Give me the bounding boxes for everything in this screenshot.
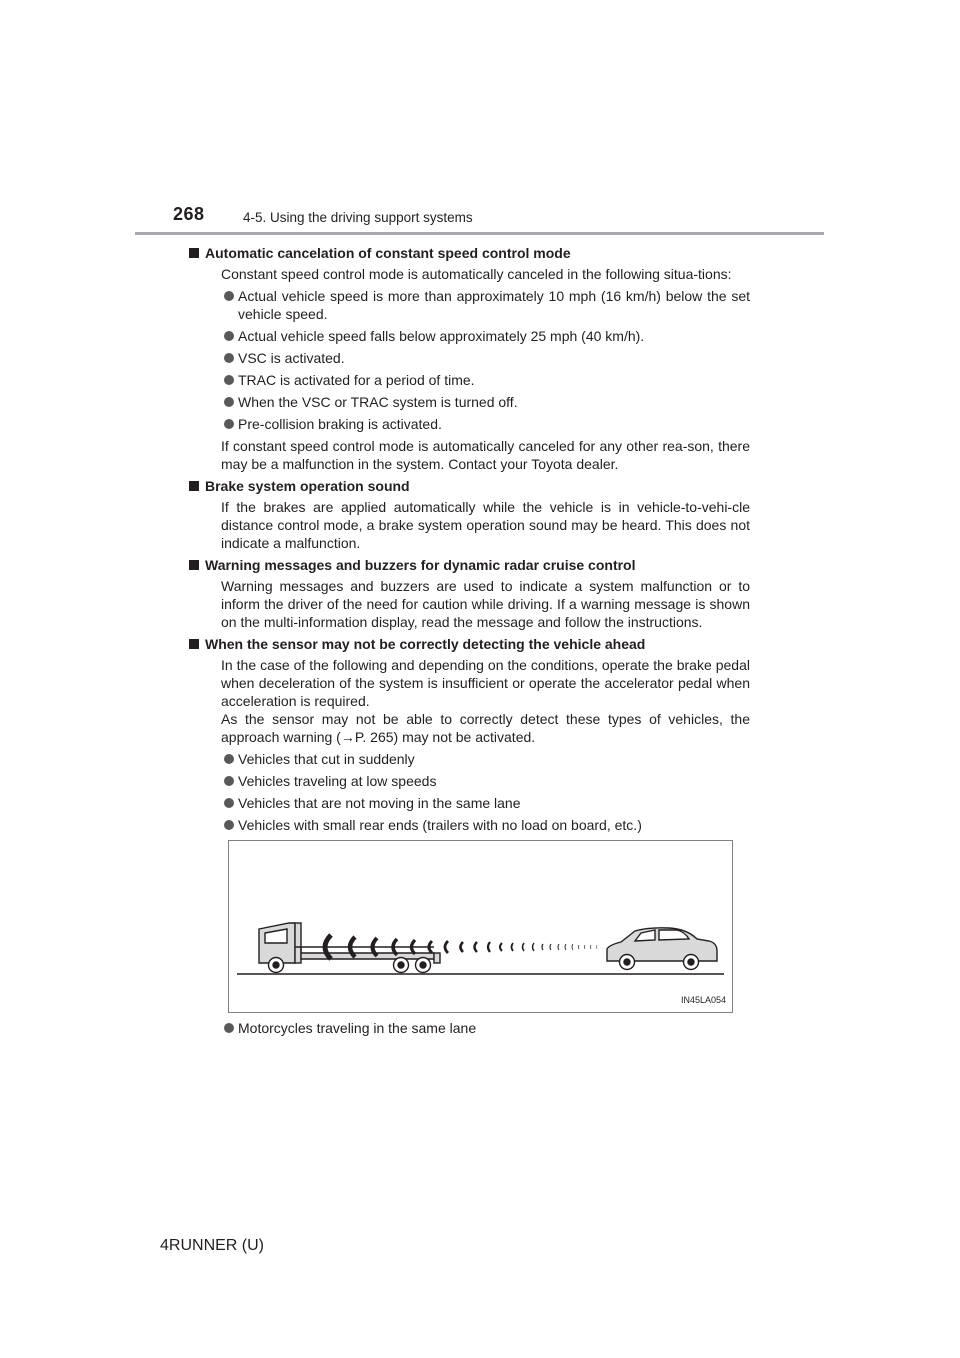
paragraph: In the case of the following and depending on the conditions, operate the brake pedal when deceleration of the system is insufficient or operate the accelerator pedal when acceleration is required. — [221, 657, 750, 709]
list-item — [205, 415, 750, 433]
list-item-text: Vehicles that cut in suddenly — [238, 751, 415, 767]
heading-text: Brake system operation sound — [205, 478, 410, 494]
square-bullet-icon — [189, 639, 199, 649]
circle-bullet-icon — [224, 375, 234, 385]
list-item — [205, 393, 750, 411]
heading-text: Automatic cancelation of constant speed control mode — [205, 245, 571, 261]
illustration-trailer-radar — [228, 840, 733, 1013]
car-icon — [607, 928, 717, 970]
square-bullet-icon — [189, 560, 199, 570]
circle-bullet-icon — [224, 754, 234, 764]
truck-trailer-car-illustration — [229, 841, 732, 1012]
list-item — [205, 371, 750, 389]
list-item — [205, 1019, 750, 1037]
list-item — [205, 772, 750, 790]
list-item-text: VSC is activated. — [238, 350, 345, 366]
section-heading — [189, 244, 750, 262]
section-heading — [189, 477, 750, 495]
paragraph: If constant speed control mode is automatically canceled for any other rea-son, there may be a malfunction in the system. Contact your Toyota dealer. — [221, 438, 750, 472]
list-item-text: Actual vehicle speed falls below approximately 25 mph (40 km/h). — [238, 328, 645, 344]
circle-bullet-icon — [224, 1023, 234, 1033]
circle-bullet-icon — [224, 419, 234, 429]
header-rule — [135, 232, 824, 235]
circle-bullet-icon — [224, 776, 234, 786]
heading-text: Warning messages and buzzers for dynamic radar cruise control — [205, 557, 636, 573]
square-bullet-icon — [189, 481, 199, 491]
circle-bullet-icon — [224, 397, 234, 407]
list-item-text: Vehicles with small rear ends (trailers with no load on board, etc.) — [238, 817, 642, 833]
paragraph: Warning messages and buzzers are used to indicate a system malfunction or to inform the driver of the need for caution while driving. If a warning message is shown on the multi-information display, read the message and follow the instructions. — [221, 578, 750, 630]
list-item-text: Motorcycles traveling in the same lane — [238, 1020, 477, 1036]
section-heading — [189, 635, 750, 653]
paragraph: Constant speed control mode is automatically canceled in the following situa-tions: — [221, 266, 732, 282]
page-content — [205, 244, 750, 1041]
section-warning-messages — [205, 556, 750, 631]
reference-text-before: As the sensor may not be able to correctly detect these types of vehicles, the approach warning ( — [221, 711, 750, 745]
list-item-text: Vehicles traveling at low speeds — [238, 773, 437, 789]
section-title: 4-5. Using the driving support systems — [243, 210, 473, 225]
list-item-text: When the VSC or TRAC system is turned off. — [238, 394, 518, 410]
section-automatic-cancelation — [205, 244, 750, 473]
bullet-list — [205, 750, 750, 834]
section-brake-sound — [205, 477, 750, 552]
footer-model: 4RUNNER (U) — [160, 1237, 264, 1254]
list-item — [205, 750, 750, 768]
circle-bullet-icon — [224, 331, 234, 341]
list-item — [205, 327, 750, 345]
paragraph-reference — [221, 710, 750, 746]
bullet-list — [205, 1019, 750, 1037]
circle-bullet-icon — [224, 291, 234, 301]
list-item-text: Vehicles that are not moving in the same lane — [238, 795, 521, 811]
circle-bullet-icon — [224, 798, 234, 808]
list-item — [205, 287, 750, 323]
paragraph: If the brakes are applied automatically while the vehicle is in vehicle-to-vehi-cle distance control mode, a brake system operation sound may be heard. This does not indicate a malfunction. — [221, 499, 750, 551]
list-item — [205, 816, 750, 834]
list-item-text: Actual vehicle speed is more than approximately 10 mph (16 km/h) below the set vehicle speed. — [238, 288, 750, 322]
circle-bullet-icon — [224, 820, 234, 830]
page-number: 268 — [173, 204, 205, 224]
list-item — [205, 794, 750, 812]
heading-text: When the sensor may not be correctly detecting the vehicle ahead — [205, 636, 646, 652]
page-reference-link[interactable]: P. 265) may not be activated. — [354, 729, 536, 745]
circle-bullet-icon — [224, 353, 234, 363]
figure-code: IN45LA054 — [680, 995, 726, 1005]
section-sensor-detection — [205, 635, 750, 1037]
list-item-text: Pre-collision braking is activated. — [238, 416, 442, 432]
arrow-right-icon: → — [340, 729, 355, 745]
list-item-text: TRAC is activated for a period of time. — [238, 372, 475, 388]
bullet-list — [205, 287, 750, 433]
list-item — [205, 349, 750, 367]
section-heading — [189, 556, 750, 574]
square-bullet-icon — [189, 248, 199, 258]
